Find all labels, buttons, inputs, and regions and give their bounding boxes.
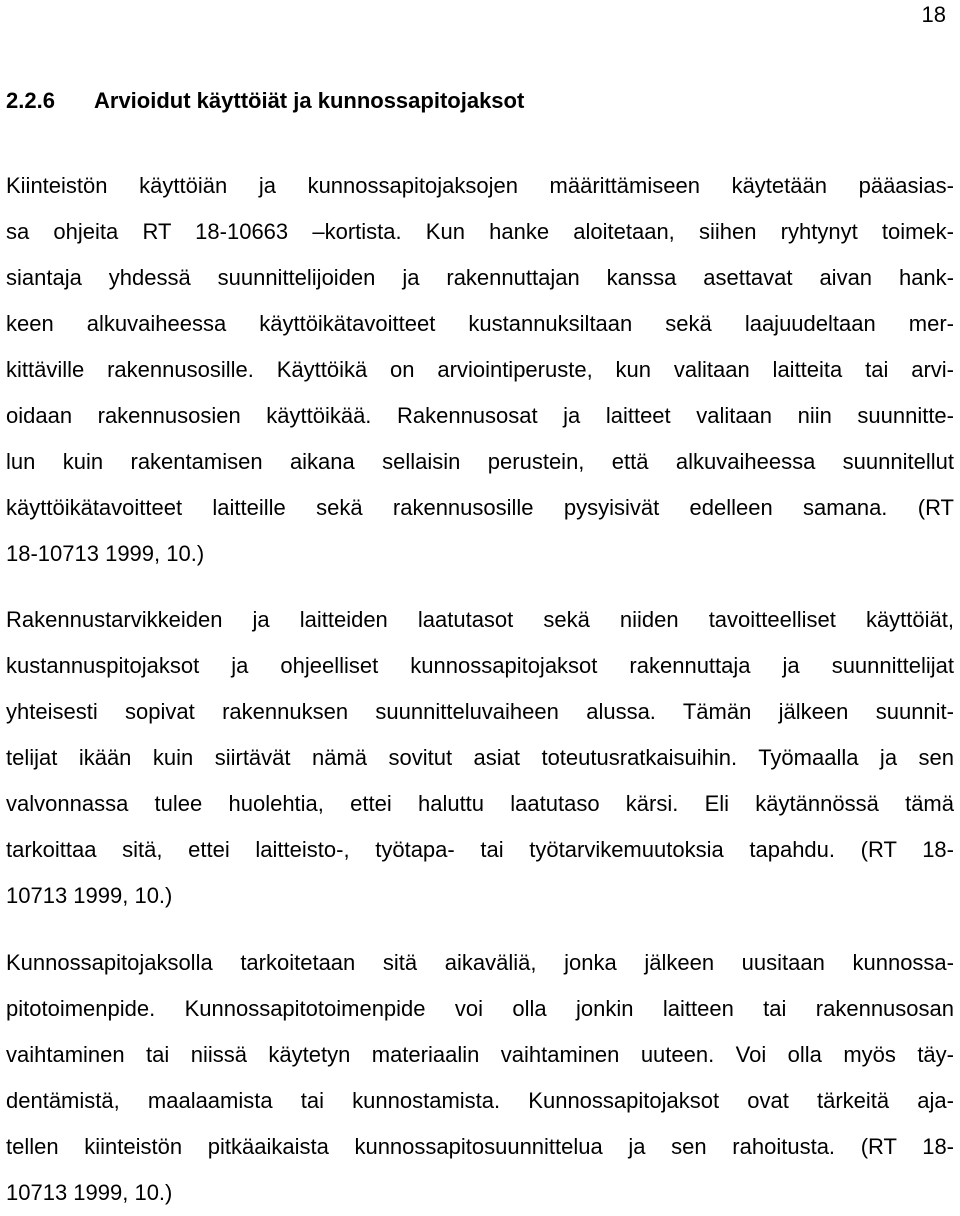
text-line: käyttöikätavoitteet laitteille sekä rakennusosille pysyisivät edelleen samana. (RT: [6, 495, 954, 520]
text-line: dentämistä, maalaamista tai kunnostamista. Kunnossapitojaksot ovat tärkeitä aja-: [6, 1088, 954, 1113]
text-line: valvonnassa tulee huolehtia, ettei haluttu laatutaso kärsi. Eli käytännössä tämä: [6, 791, 954, 816]
text-line: siantaja yhdessä suunnittelijoiden ja rakennuttajan kanssa asettavat aivan hank-: [6, 265, 954, 290]
text-line: 10713 1999, 10.): [6, 1180, 173, 1205]
page-number: 18: [921, 2, 946, 27]
text-line: Kunnossapitojaksolla tarkoitetaan sitä aikaväliä, jonka jälkeen uusitaan kunnossa-: [6, 950, 954, 975]
text-line: 10713 1999, 10.): [6, 883, 173, 908]
paragraph-1: [6, 163, 954, 577]
text-line: sa ohjeita RT 18-10663 –kortista. Kun hanke aloitetaan, siihen ryhtynyt toimek-: [6, 219, 954, 244]
text-line: lun kuin rakentamisen aikana sellaisin perustein, että alkuvaiheessa suunnitellut: [6, 449, 954, 474]
section-title: Arvioidut käyttöiät ja kunnossapitojaksot: [94, 88, 525, 113]
section-heading: [6, 88, 524, 114]
text-line: telijat ikään kuin siirtävät nämä sovitut asiat toteutusratkaisuihin. Työmaalla ja sen: [6, 745, 954, 770]
text-line: keen alkuvaiheessa käyttöikätavoitteet kustannuksiltaan sekä laajuudeltaan mer-: [6, 311, 954, 336]
text-line: kittäville rakennusosille. Käyttöikä on arviointiperuste, kun valitaan laitteita tai arvi-: [6, 357, 954, 382]
paragraph-2: [6, 597, 954, 919]
text-line: yhteisesti sopivat rakennuksen suunnitteluvaiheen alussa. Tämän jälkeen suunnit-: [6, 699, 954, 724]
text-line: vaihtaminen tai niissä käytetyn materiaalin vaihtaminen uuteen. Voi olla myös täy-: [6, 1042, 954, 1067]
section-number: 2.2.6: [6, 88, 55, 113]
text-line: tarkoittaa sitä, ettei laitteisto-, työtapa- tai työtarvikemuutoksia tapahdu. (RT 18-: [6, 837, 954, 862]
text-line: Rakennustarvikkeiden ja laitteiden laatutasot sekä niiden tavoitteelliset käyttöiät,: [6, 607, 954, 632]
text-line: oidaan rakennusosien käyttöikää. Rakennusosat ja laitteet valitaan niin suunnitte-: [6, 403, 954, 428]
text-line: Kiinteistön käyttöiän ja kunnossapitojaksojen määrittämiseen käytetään pääasias-: [6, 173, 954, 198]
text-line: tellen kiinteistön pitkäaikaista kunnossapitosuunnittelua ja sen rahoitusta. (RT 18-: [6, 1134, 954, 1159]
text-line: 18-10713 1999, 10.): [6, 541, 205, 566]
text-line: pitotoimenpide. Kunnossapitotoimenpide voi olla jonkin laitteen tai rakennusosan: [6, 996, 954, 1021]
paragraph-3: [6, 940, 954, 1216]
text-line: kustannuspitojaksot ja ohjeelliset kunnossapitojaksot rakennuttaja ja suunnittelijat: [6, 653, 954, 678]
